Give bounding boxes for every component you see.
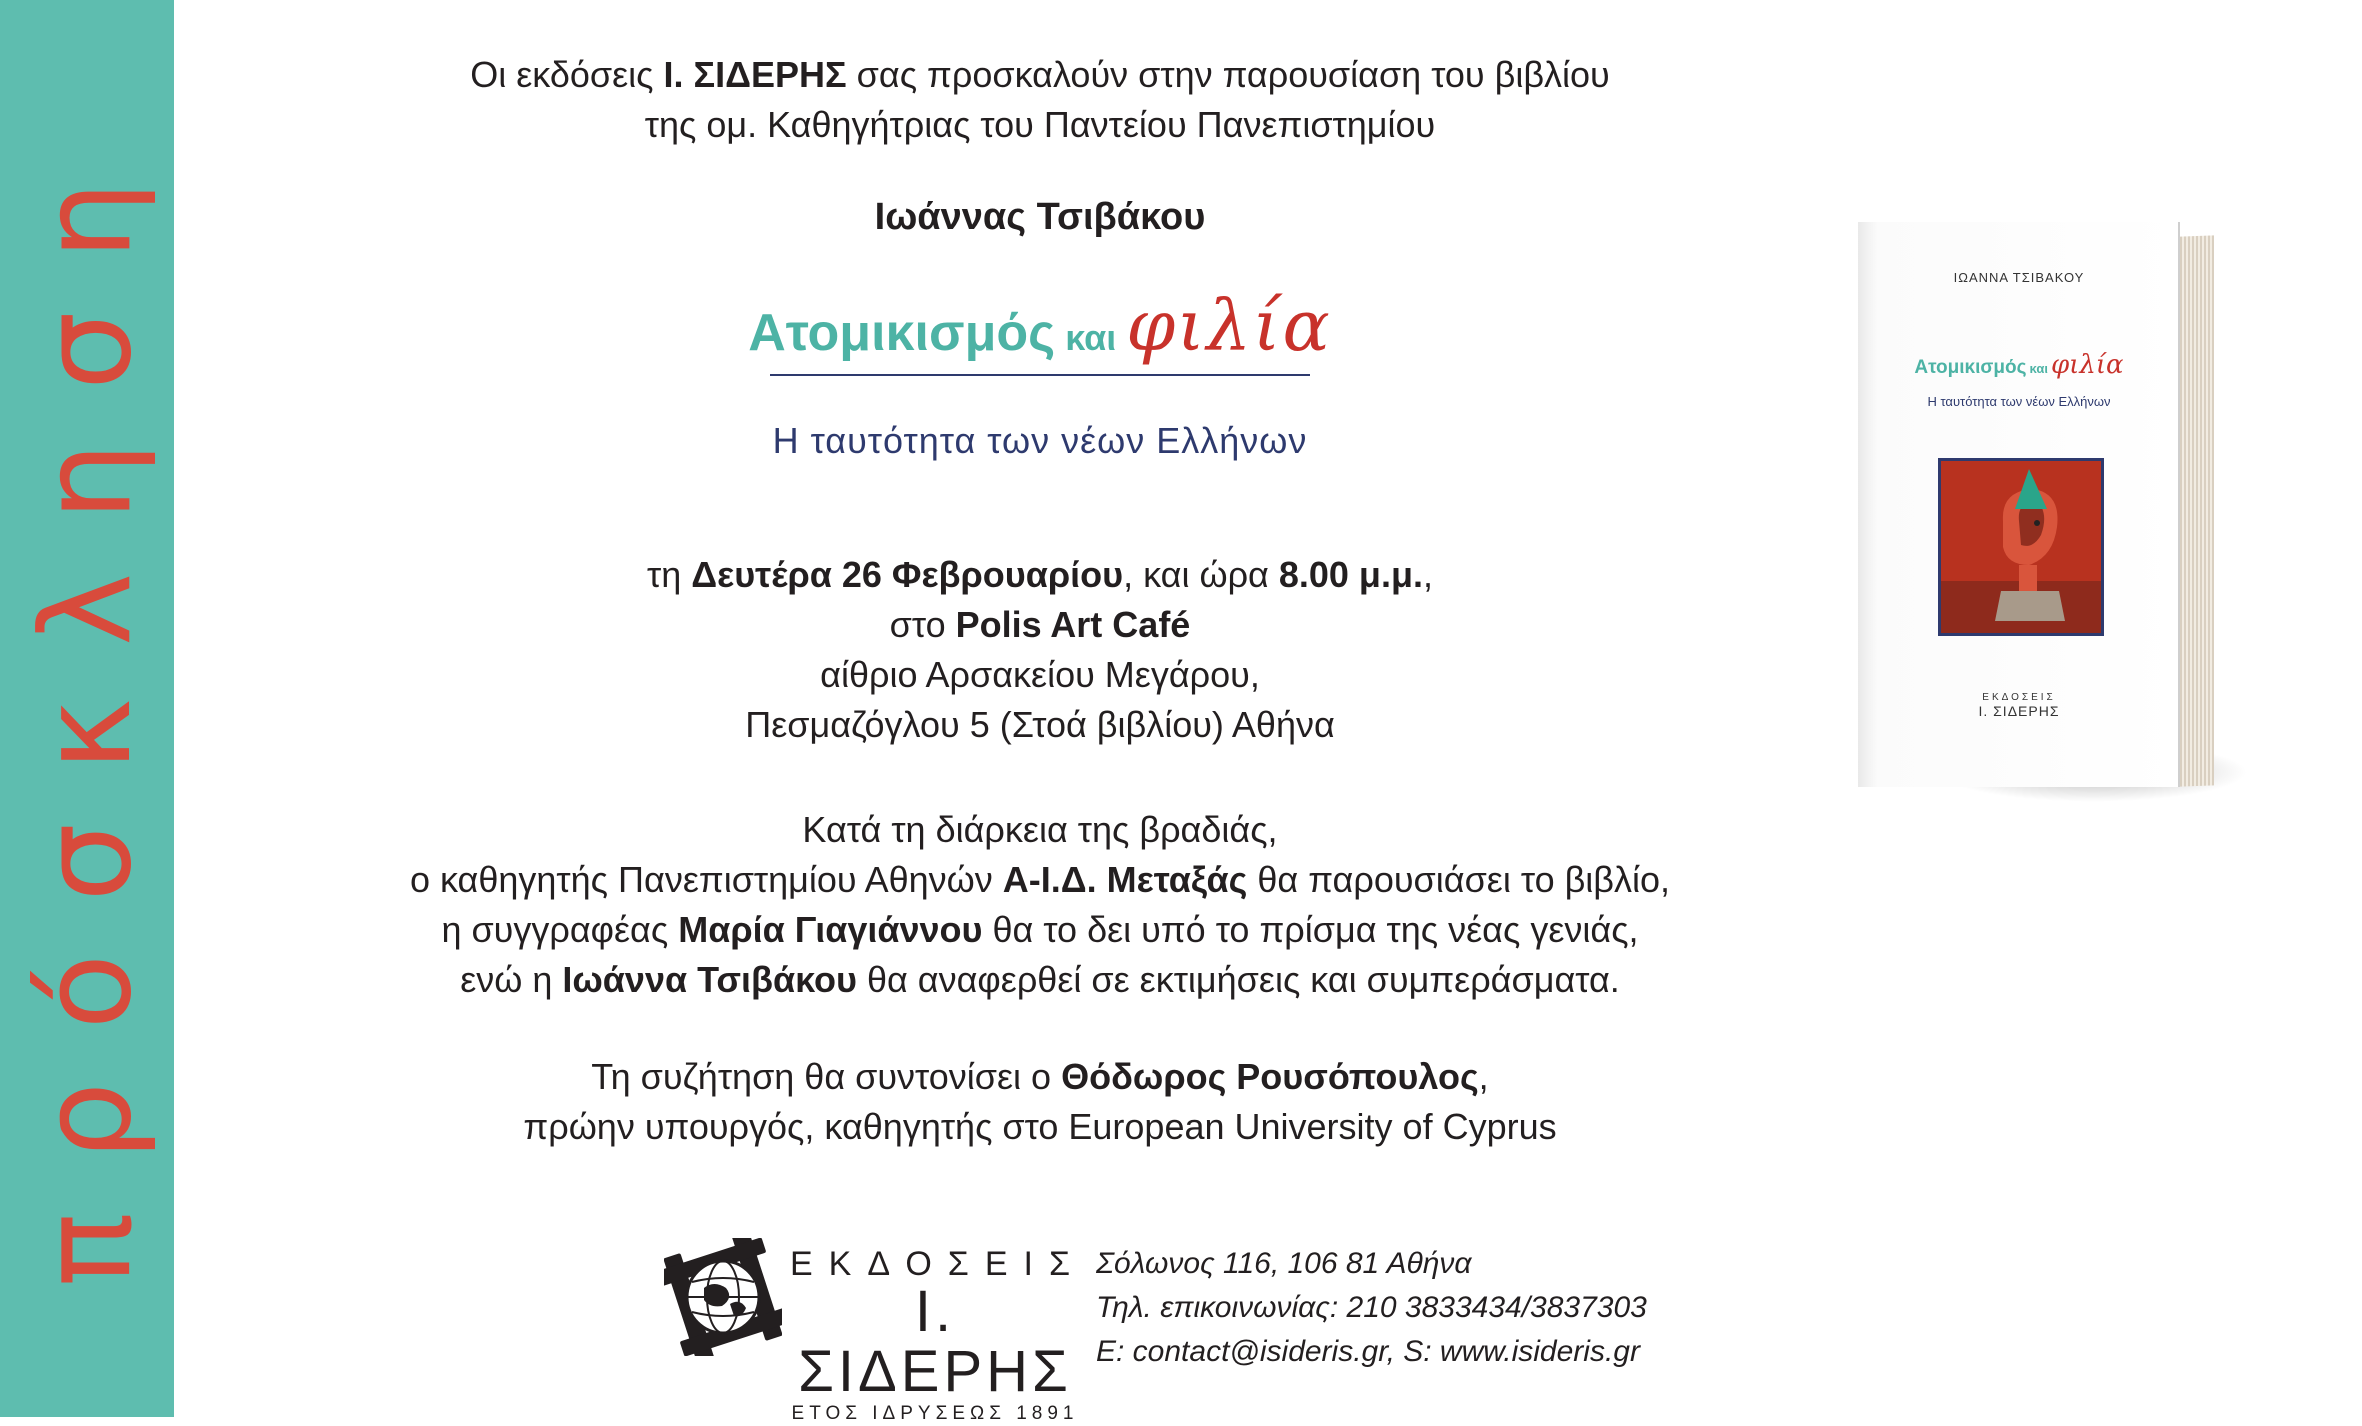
author-name: Ιωάννας Τσιβάκου xyxy=(874,196,1206,238)
book-title-line xyxy=(180,285,1900,368)
contact-address: Σόλωνος 116, 106 81 Αθήνα xyxy=(1096,1247,1472,1280)
contact-phone: Τηλ. επικοινωνίας: 210 3833434/3837303 xyxy=(1096,1291,1647,1324)
moderator-name: Θόδωρος Ρουσόπουλος xyxy=(1061,1056,1479,1097)
cover-publisher: ΕΚΔΟΣΕΙΣ Ι. ΣΙΔΕΡΗΣ xyxy=(1978,692,2060,719)
contact-web[interactable]: E: contact@isideris.gr, S: www.isideris.gr xyxy=(1096,1335,1640,1368)
moderator-line-2: πρώην υπουργός, καθηγητής στο European University of Cyprus xyxy=(523,1106,1557,1147)
talks-line-1: Κατά τη διάρκεια της βραδιάς, xyxy=(802,809,1278,850)
event-venue: Polis Art Café xyxy=(955,604,1191,645)
title-main: Ατομικισμός xyxy=(748,304,1056,362)
publisher-contact xyxy=(1096,1242,1647,1374)
book-title xyxy=(180,285,1900,376)
cover-author: ΙΩΑΝΝΑ ΤΣΙΒΑΚΟΥ xyxy=(1953,270,2085,285)
publisher-logo-line-1: ΕΚΔΟΣΕΙΣ xyxy=(790,1245,1086,1283)
book-front-cover xyxy=(1858,222,2180,787)
event-address-line: Πεσμαζόγλου 5 (Στοά βιβλίου) Αθήνα xyxy=(745,704,1335,745)
publisher-logo-line-2: Ι. ΣΙΔΕΡΗΣ xyxy=(798,1279,1072,1404)
invitation-vertical-word: πρόσκληση xyxy=(15,128,159,1288)
intro-line-2: της ομ. Καθηγήτριας του Παντείου Πανεπιστημίου xyxy=(644,104,1436,145)
cover-title: Ατομικισμός και φιλία xyxy=(1914,350,2124,380)
title-underline xyxy=(770,374,1310,376)
book-subtitle: Η ταυτότητα των νέων Ελλήνων xyxy=(772,420,1308,461)
title-filia: φιλία xyxy=(1126,285,1332,367)
cover-artwork xyxy=(1938,458,2104,636)
event-place-line: αίθριο Αρσακείου Μεγάρου, xyxy=(820,654,1260,695)
publisher-logo-line-3: ΕΤΟΣ ΙΔΡΥΣΕΩΣ 1891 xyxy=(791,1403,1079,1424)
side-band xyxy=(0,0,174,1417)
publisher-name-inline: Ι. ΣΙΔΕΡΗΣ xyxy=(663,54,847,95)
title-kai: και xyxy=(1065,317,1117,358)
book-cover-image xyxy=(1858,222,2216,792)
moderator-line-1: Τη συζήτηση θα συντονίσει ο Θόδωρος Ρουσόπουλος, xyxy=(591,1056,1489,1097)
moderator-text xyxy=(180,1052,1900,1152)
speaker-giagiannou: Μαρία Γιαγιάννου xyxy=(678,909,983,950)
book-pages-edge xyxy=(2180,235,2214,786)
speaker-tsivakou: Ιωάννα Τσιβάκου xyxy=(562,959,857,1000)
event-time: 8.00 μ.μ. xyxy=(1278,554,1423,595)
publisher-globe-logo-icon xyxy=(664,1238,782,1356)
publisher-logo-text xyxy=(790,1245,1086,1426)
event-venue-line: στο Polis Art Café xyxy=(889,604,1191,645)
intro-text xyxy=(180,50,1900,150)
speaker-metaxas: Α-Ι.Δ. Μεταξάς xyxy=(1002,859,1248,900)
talks-line-4: ενώ η Ιωάννα Τσιβάκου θα αναφερθεί σε εκτιμήσεις και συμπεράσματα. xyxy=(460,959,1620,1000)
event-date-line: τη Δευτέρα 26 Φεβρουαρίου, και ώρα 8.00 μ.μ., xyxy=(646,554,1433,595)
speakers-text xyxy=(180,805,1900,1005)
cover-subtitle: Η ταυτότητα των νέων Ελλήνων xyxy=(1927,394,2111,409)
event-details xyxy=(180,550,1900,750)
talks-line-2: ο καθηγητής Πανεπιστημίου Αθηνών Α-Ι.Δ. Μεταξάς θα παρουσιάσει το βιβλίο, xyxy=(409,859,1671,900)
cover-artwork-figure xyxy=(1941,461,2101,633)
intro-line-1: Οι εκδόσεις Ι. ΣΙΔΕΡΗΣ σας προσκαλούν στην παρουσίαση του βιβλίου xyxy=(470,54,1610,95)
talks-line-3: η συγγραφέας Μαρία Γιαγιάννου θα το δει υπό το πρίσμα της νέας γενιάς, xyxy=(441,909,1639,950)
event-date: Δευτέρα 26 Φεβρουαρίου xyxy=(691,554,1124,595)
